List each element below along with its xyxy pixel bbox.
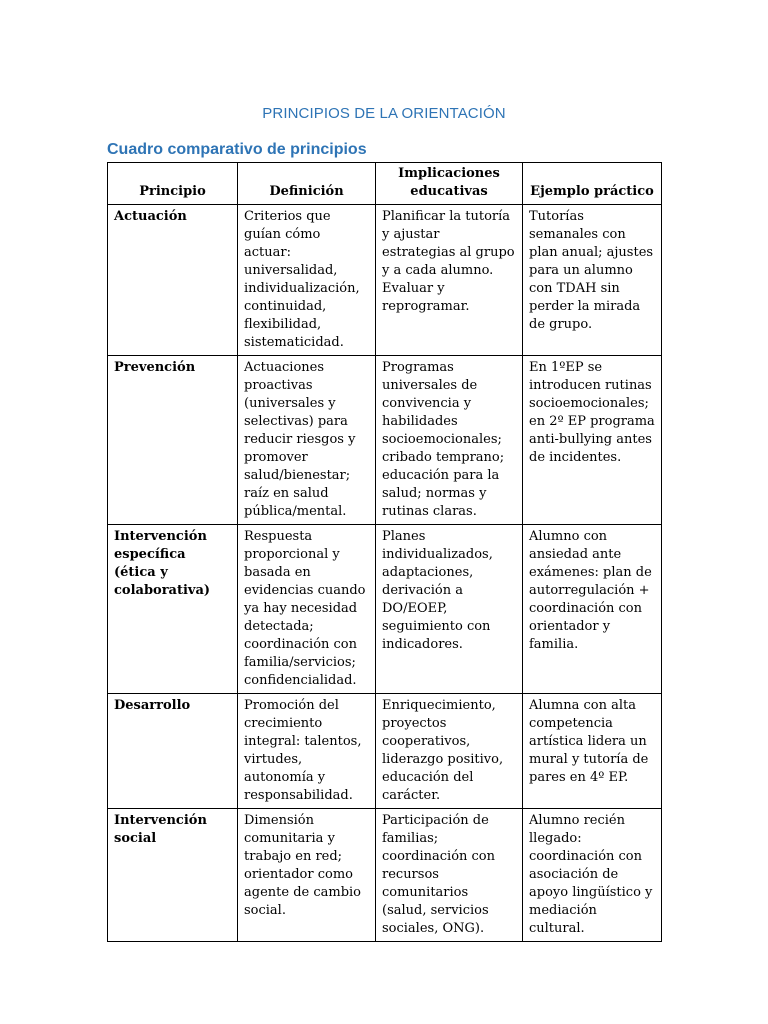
cell-implicaciones: Participación de familias; coordinación con recursos comunitarios (salud, servicios sociales, ONG). bbox=[376, 809, 523, 942]
table-header-row bbox=[108, 163, 662, 205]
cell-definicion: Respuesta proporcional y basada en evidencias cuando ya hay necesidad detectada; coordinación con familia/servicios; confidencialidad. bbox=[238, 525, 376, 694]
cell-principio: Intervención social bbox=[108, 809, 238, 942]
cell-principio: Prevención bbox=[108, 356, 238, 525]
table-row bbox=[108, 694, 662, 809]
cell-definicion: Promoción del crecimiento integral: talentos, virtudes, autonomía y responsabilidad. bbox=[238, 694, 376, 809]
header-implicaciones: Implicaciones educativas bbox=[376, 163, 523, 205]
header-definicion: Definición bbox=[238, 163, 376, 205]
cell-ejemplo: Alumno recién llegado: coordinación con asociación de apoyo lingüístico y mediación cultural. bbox=[523, 809, 662, 942]
cell-ejemplo: Alumna con alta competencia artística lidera un mural y tutoría de pares en 4º EP. bbox=[523, 694, 662, 809]
cell-definicion: Actuaciones proactivas (universales y selectivas) para reducir riesgos y promover salud/bienestar; raíz en salud pública/mental. bbox=[238, 356, 376, 525]
cell-principio: Actuación bbox=[108, 205, 238, 356]
table-row bbox=[108, 356, 662, 525]
table-row bbox=[108, 205, 662, 356]
table-row bbox=[108, 809, 662, 942]
cell-principio: Desarrollo bbox=[108, 694, 238, 809]
cell-ejemplo: En 1ºEP se introducen rutinas socioemocionales; en 2º EP programa anti-bullying antes de incidentes. bbox=[523, 356, 662, 525]
cell-definicion: Dimensión comunitaria y trabajo en red; orientador como agente de cambio social. bbox=[238, 809, 376, 942]
cell-implicaciones: Planes individualizados, adaptaciones, derivación a DO/EOEP, seguimiento con indicadores. bbox=[376, 525, 523, 694]
document-title: PRINCIPIOS DE LA ORIENTACIÓN bbox=[262, 105, 506, 122]
cell-principio: Intervención específica (ética y colaborativa) bbox=[108, 525, 238, 694]
header-ejemplo: Ejemplo práctico bbox=[523, 163, 662, 205]
table-row bbox=[108, 525, 662, 694]
cell-implicaciones: Planificar la tutoría y ajustar estrategias al grupo y a cada alumno. Evaluar y reprogramar. bbox=[376, 205, 523, 356]
section-heading: Cuadro comparativo de principios bbox=[107, 141, 367, 158]
cell-implicaciones: Enriquecimiento, proyectos cooperativos, liderazgo positivo, educación del carácter. bbox=[376, 694, 523, 809]
principles-table bbox=[107, 162, 662, 942]
header-principio: Principio bbox=[108, 163, 238, 205]
cell-definicion: Criterios que guían cómo actuar: universalidad, individualización, continuidad, flexibilidad, sistematicidad. bbox=[238, 205, 376, 356]
cell-implicaciones: Programas universales de convivencia y habilidades socioemocionales; cribado temprano; educación para la salud; normas y rutinas claras. bbox=[376, 356, 523, 525]
cell-ejemplo: Tutorías semanales con plan anual; ajustes para un alumno con TDAH sin perder la mirada de grupo. bbox=[523, 205, 662, 356]
cell-ejemplo: Alumno con ansiedad ante exámenes: plan de autorregulación + coordinación con orientador y familia. bbox=[523, 525, 662, 694]
